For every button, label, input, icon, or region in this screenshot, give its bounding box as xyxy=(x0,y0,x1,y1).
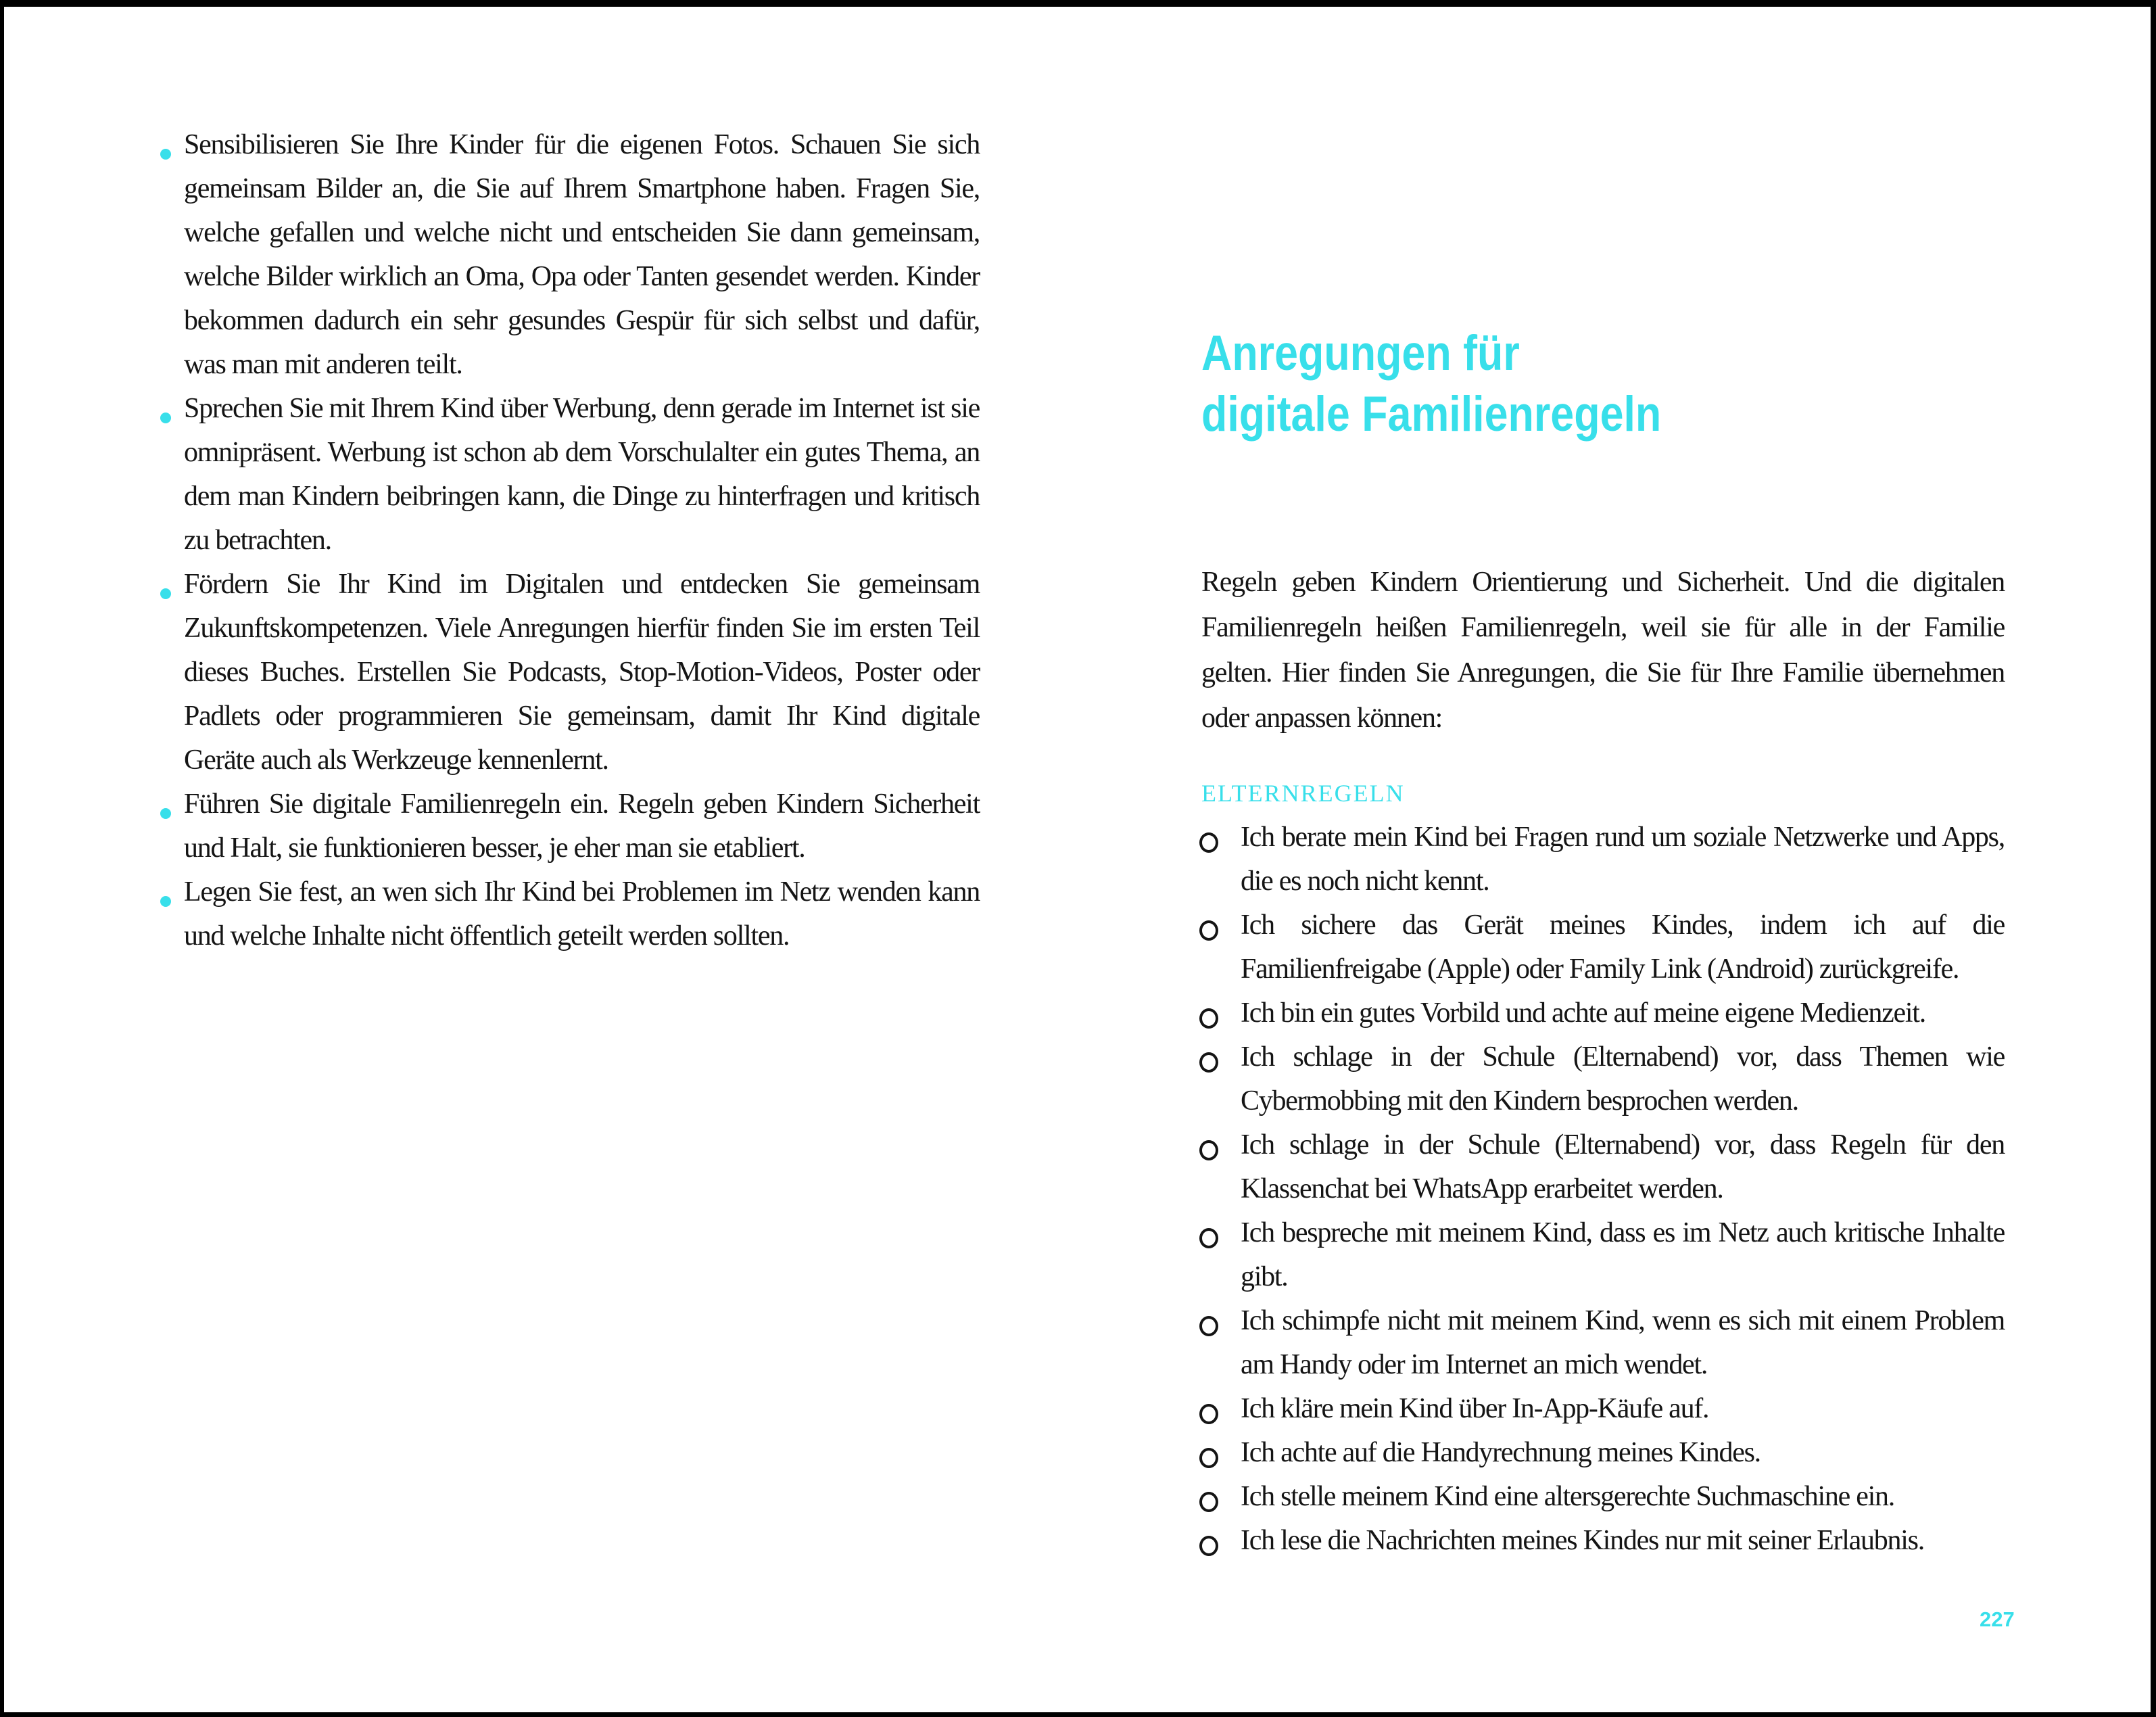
frame-right xyxy=(2151,0,2156,1717)
list-item-text: Sensibilisieren Sie Ihre Kinder für die eigenen Fotos. Schauen Sie sich gemeinsam Bilder an, die Sie auf Ihrem Smartphone haben. Fragen Sie, welche gefallen und welche nicht und entscheiden Sie dann gemeinsam, welche Bilder wirklich an Oma, Opa oder Tanten gesendet werden. Kinder bekommen dadurch ein sehr gesundes Gespür für sich selbst und dafür, was man mit anderen teilt. xyxy=(184,129,980,380)
list-item-text: Ich bespreche mit meinem Kind, dass es im Netz auch kritische Inhalte gibt. xyxy=(1241,1217,2005,1292)
circle-checkbox-icon xyxy=(1199,1052,1218,1073)
list-item xyxy=(1201,903,2005,991)
list-item xyxy=(1201,1299,2005,1387)
frame-left xyxy=(0,0,4,1717)
circle-checkbox-icon xyxy=(1199,1228,1218,1248)
list-item xyxy=(160,870,980,958)
page-title xyxy=(1201,323,1661,445)
left-page xyxy=(160,123,980,958)
list-item-text: Sprechen Sie mit Ihrem Kind über Werbung, denn gerade im Internet ist sie omnipräsent. Werbung ist schon ab dem Vorschulalter ein gutes Thema, an dem man Kindern beibringen kann, die Dinge zu hinterfragen und kritisch zu betrachten. xyxy=(184,393,980,556)
frame-bottom xyxy=(0,1712,2156,1717)
list-item-text: Ich achte auf die Handyrechnung meines Kindes. xyxy=(1241,1437,1760,1468)
list-item xyxy=(1201,991,2005,1035)
list-item xyxy=(1201,1431,2005,1475)
list-item-text: Ich lese die Nachrichten meines Kindes nur mit seiner Erlaubnis. xyxy=(1241,1525,1925,1556)
parent-rules-list xyxy=(1201,816,2005,1563)
list-item xyxy=(1201,816,2005,903)
list-item xyxy=(1201,1475,2005,1519)
list-item-text: Legen Sie fest, an wen sich Ihr Kind bei Problemen im Netz wenden kann und welche Inhalte nicht öffentlich geteilt werden sollten. xyxy=(184,876,980,951)
bullet-dot-icon xyxy=(160,413,171,423)
bullet-dot-icon xyxy=(160,588,171,599)
list-item-text: Ich stelle meinem Kind eine altersgerechte Suchmaschine ein. xyxy=(1241,1481,1894,1512)
circle-checkbox-icon xyxy=(1199,832,1218,853)
bullet-dot-icon xyxy=(160,149,171,160)
page-number: 227 xyxy=(1980,1607,2015,1631)
circle-checkbox-icon xyxy=(1199,1404,1218,1424)
list-item xyxy=(1201,1519,2005,1563)
circle-checkbox-icon xyxy=(1199,1140,1218,1160)
list-item xyxy=(1201,1035,2005,1123)
intro-paragraph: Regeln geben Kindern Orientierung und Sicherheit. Und die digitalen Familienregeln heißen Familienregeln, weil sie für alle in der Familie gelten. Hier finden Sie Anregungen, die Sie für Ihre Familie übernehmen oder anpassen können: xyxy=(1201,567,2005,734)
list-item-text: Ich bin ein gutes Vorbild und achte auf meine eigene Medienzeit. xyxy=(1241,997,1925,1029)
circle-checkbox-icon xyxy=(1199,1536,1218,1556)
bullet-dot-icon xyxy=(160,896,171,907)
circle-checkbox-icon xyxy=(1199,920,1218,941)
list-item-text: Führen Sie digitale Familienregeln ein. Regeln geben Kindern Sicherheit und Halt, sie funktionieren besser, je eher man sie etabliert. xyxy=(184,789,980,864)
circle-checkbox-icon xyxy=(1199,1448,1218,1468)
frame-top xyxy=(0,0,2156,7)
list-item xyxy=(1201,1387,2005,1431)
circle-checkbox-icon xyxy=(1199,1008,1218,1029)
list-item-text: Ich schimpfe nicht mit meinem Kind, wenn es sich mit einem Problem am Handy oder im Internet an mich wendet. xyxy=(1241,1305,2005,1380)
list-item xyxy=(160,123,980,387)
list-item-text: Fördern Sie Ihr Kind im Digitalen und entdecken Sie gemeinsam Zukunftskompetenzen. Viele Anregungen hierfür finden Sie im ersten Teil dieses Buches. Erstellen Sie Podcasts, Stop-Motion-Videos, Poster oder Padlets oder programmieren Sie gemeinsam, damit Ihr Kind digitale Geräte auch als Werkzeuge kennenlernt. xyxy=(184,569,980,776)
circle-checkbox-icon xyxy=(1199,1316,1218,1336)
tips-bullet-list xyxy=(160,123,980,958)
list-item xyxy=(1201,1123,2005,1211)
bullet-dot-icon xyxy=(160,808,171,819)
page-title-line-1: Anregungen für xyxy=(1201,326,1520,381)
list-item-text: Ich berate mein Kind bei Fragen rund um soziale Netzwerke und Apps, die es noch nicht kennt. xyxy=(1241,822,2005,897)
circle-checkbox-icon xyxy=(1199,1492,1218,1512)
list-item xyxy=(160,387,980,563)
list-item xyxy=(160,782,980,870)
list-item xyxy=(160,563,980,782)
list-item-text: Ich schlage in der Schule (Elternabend) vor, dass Themen wie Cybermobbing mit den Kindern besprochen werden. xyxy=(1241,1041,2005,1116)
list-item-text: Ich sichere das Gerät meines Kindes, indem ich auf die Familienfreigabe (Apple) oder Family Link (Android) zurückgreife. xyxy=(1241,910,2005,985)
section-label: ELTERNREGELN xyxy=(1201,780,1405,807)
list-item-text: Ich schlage in der Schule (Elternabend) vor, dass Regeln für den Klassenchat bei WhatsApp erarbeitet werden. xyxy=(1241,1129,2005,1204)
page-title-line-2: digitale Familienregeln xyxy=(1201,387,1662,442)
list-item xyxy=(1201,1211,2005,1299)
list-item-text: Ich kläre mein Kind über In-App-Käufe auf. xyxy=(1241,1393,1709,1424)
